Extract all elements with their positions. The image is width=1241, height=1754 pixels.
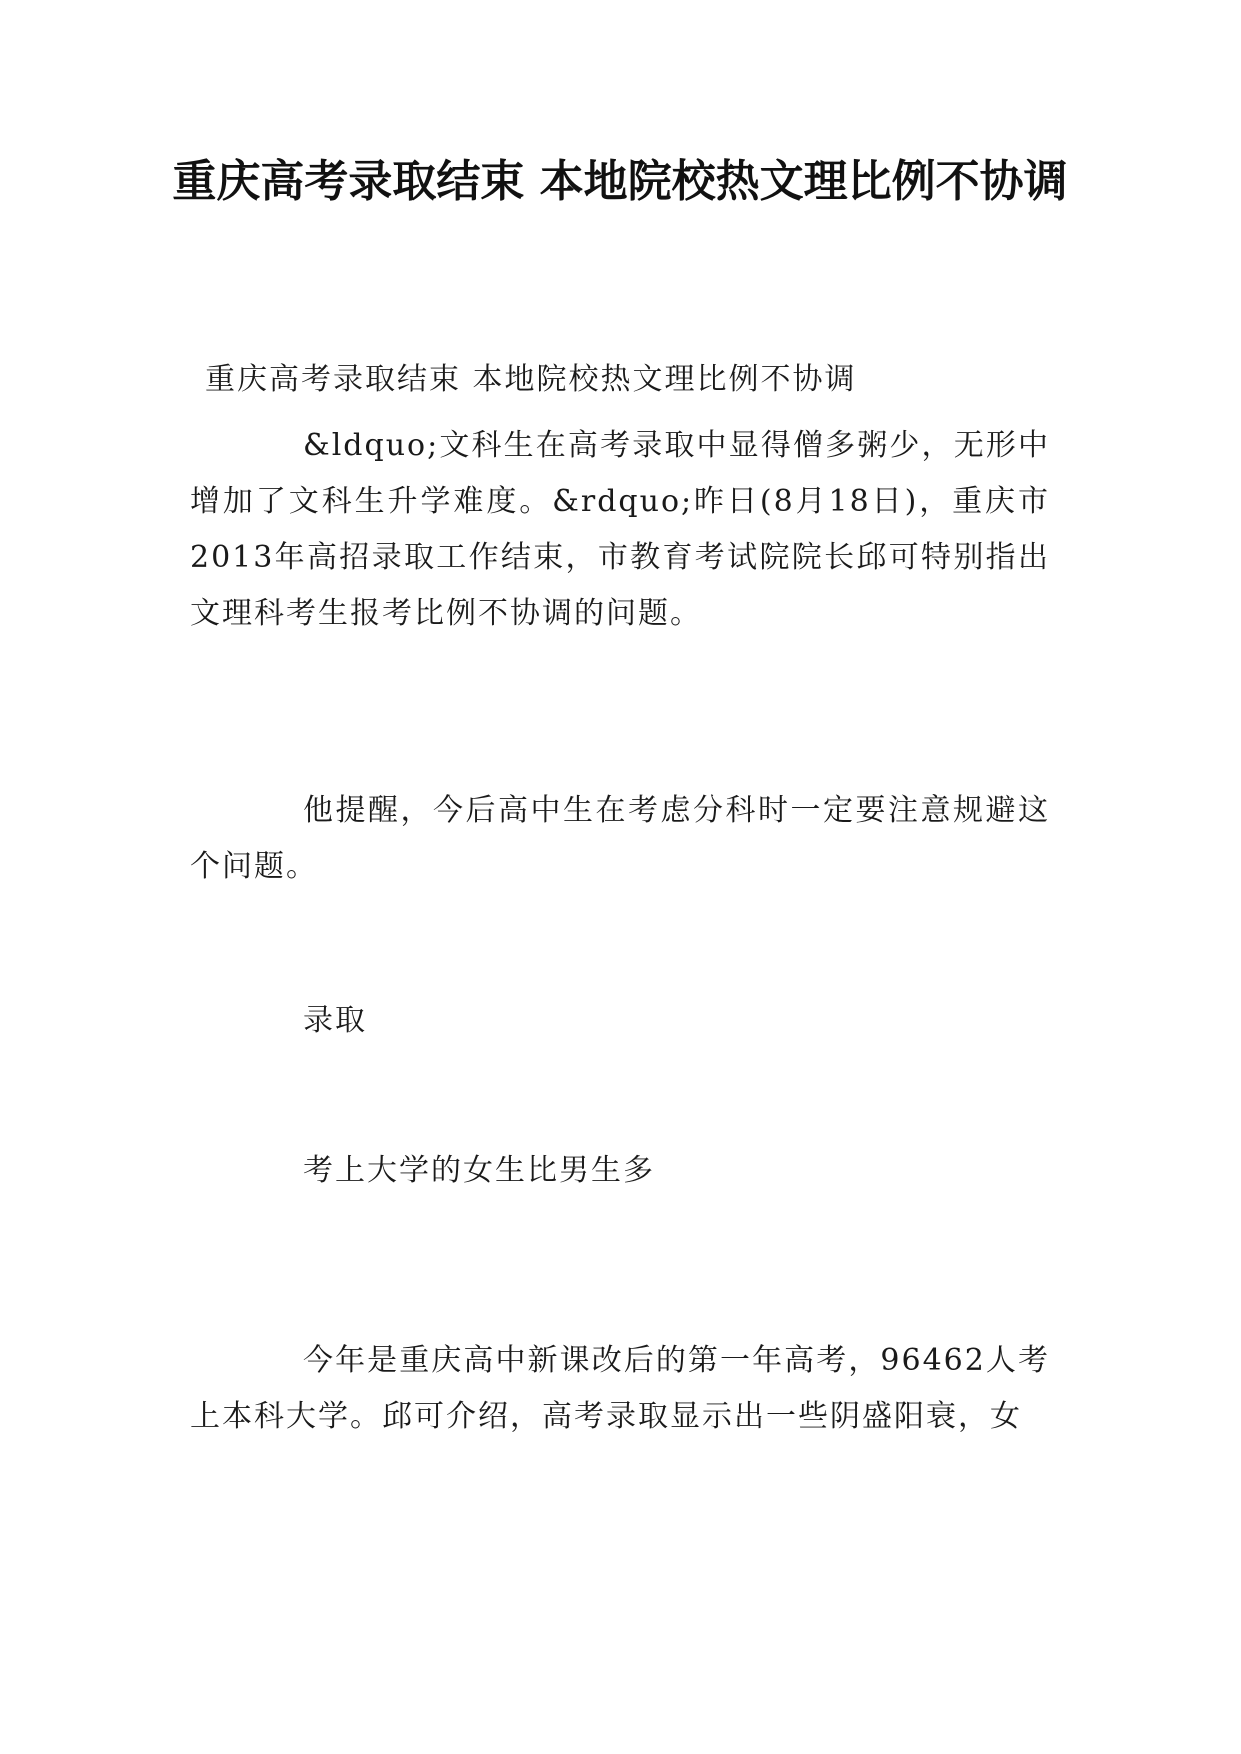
document-title: 重庆高考录取结束 本地院校热文理比例不协调 — [172, 156, 1068, 207]
paragraph-gender: 今年是重庆高中新课改后的第一年高考，96462人考上本科大学。邱可介绍，高考录取显示出一些阴盛阳衰，女 — [190, 1343, 1050, 1434]
paragraph-intro: &ldquo;文科生在高考录取中显得僧多粥少，无形中增加了文科生升学难度。&rdquo;昨日(8月18日)，重庆市2013年高招录取工作结束，市教育考试院院长邱可特别指出文理科考生报考比例不协调的问题。 — [190, 428, 1050, 631]
section-heading-admission: 录取 — [303, 1003, 367, 1038]
document-subtitle: 重庆高考录取结束 本地院校热文理比例不协调 — [205, 362, 857, 397]
paragraph-reminder: 他提醒，今后高中生在考虑分科时一定要注意规避这个问题。 — [190, 793, 1050, 884]
section-heading-gender: 考上大学的女生比男生多 — [303, 1153, 655, 1188]
